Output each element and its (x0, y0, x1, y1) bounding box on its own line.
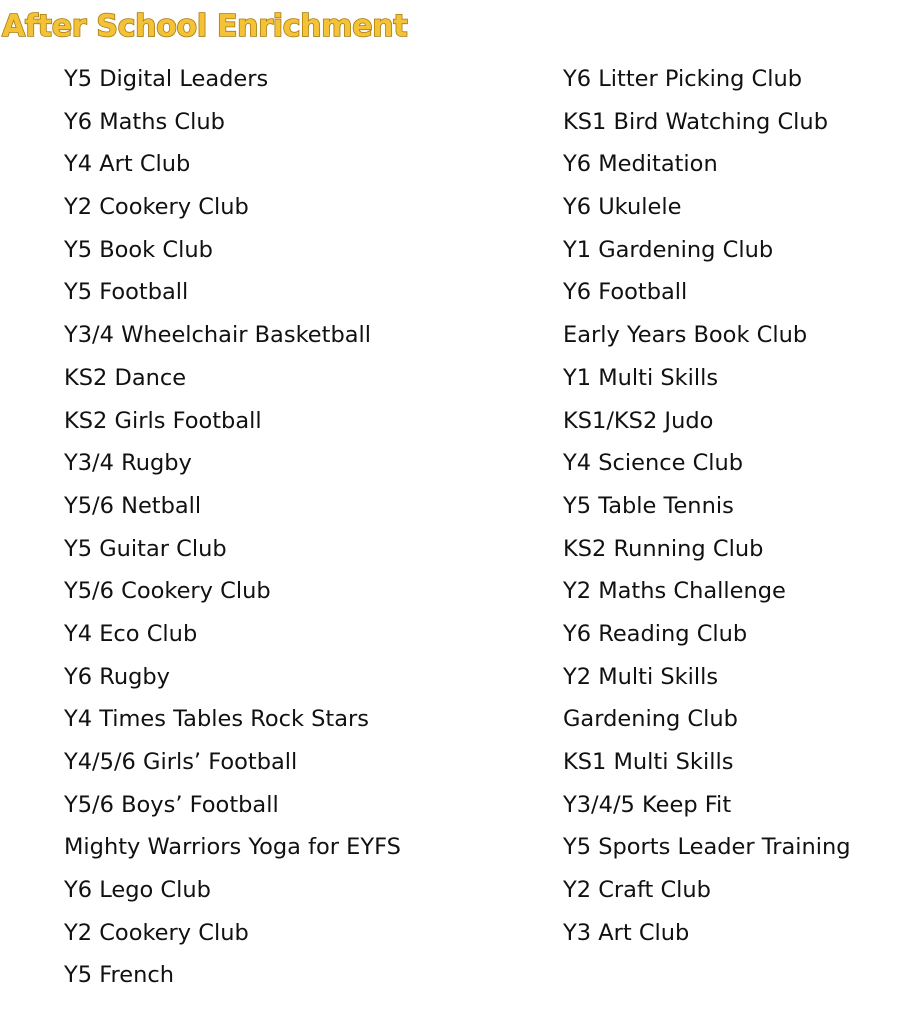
list-item: Y3/4 Wheelchair Basketball (64, 322, 372, 349)
list-item: KS2 Dance (64, 364, 187, 391)
list-item: Y2 Multi Skills (563, 663, 719, 690)
list-item: Y6 Rugby (64, 663, 170, 690)
list-item: Y5 French (64, 962, 175, 989)
list-item: Y4 Science Club (563, 450, 744, 477)
list-item: Y3/4/5 Keep Fit (563, 791, 732, 818)
list-item: Y6 Litter Picking Club (563, 66, 803, 92)
list-item: Y6 Ukulele (563, 194, 682, 221)
list-item: Y2 Maths Challenge (563, 578, 786, 605)
list-item: KS1/KS2 Judo (563, 407, 714, 434)
list-item: Y5 Digital Leaders (64, 66, 269, 92)
list-item: Y1 Gardening Club (563, 236, 774, 263)
list-item: Gardening Club (563, 706, 738, 733)
list-item: Y5/6 Netball (64, 492, 202, 519)
list-item: Y1 Multi Skills (563, 364, 719, 391)
list-item: Y6 Football (563, 279, 688, 306)
list-item: Y2 Cookery Club (64, 919, 249, 946)
list-item: Y3 Art Club (563, 919, 690, 946)
list-item: KS2 Girls Football (64, 407, 262, 434)
page-title: After School Enrichment (2, 9, 408, 44)
list-item: Y5/6 Cookery Club (64, 578, 271, 605)
list-item: Mighty Warriors Yoga for EYFS (64, 834, 401, 861)
list-item: KS1 Bird Watching Club (563, 108, 828, 135)
list-item: Y5 Football (64, 279, 189, 306)
list-item: Y5/6 Boys’ Football (64, 791, 279, 818)
list-item: Y4/5/6 Girls’ Football (64, 749, 298, 775)
list-item: Y6 Reading Club (563, 620, 748, 647)
club-list-right (563, 58, 851, 954)
list-item: Y4 Times Tables Rock Stars (64, 706, 370, 733)
list-item: Y2 Craft Club (563, 877, 711, 904)
list-item: Y6 Maths Club (64, 108, 225, 135)
club-list-left (64, 58, 401, 997)
list-item: Y5 Guitar Club (64, 535, 227, 562)
list-item: Y2 Cookery Club (64, 194, 249, 221)
list-item: Y3/4 Rugby (64, 450, 192, 477)
list-item: Y5 Book Club (64, 236, 213, 263)
list-item: Y5 Table Tennis (563, 492, 734, 519)
list-item: Y4 Art Club (64, 151, 191, 178)
list-item: KS2 Running Club (563, 535, 764, 562)
list-item: Y6 Lego Club (64, 877, 211, 904)
list-item: KS1 Multi Skills (563, 749, 734, 775)
list-item: Early Years Book Club (563, 322, 808, 349)
list-item: Y5 Sports Leader Training (563, 834, 851, 861)
list-item: Y4 Eco Club (64, 620, 198, 647)
list-item: Y6 Meditation (563, 151, 718, 178)
